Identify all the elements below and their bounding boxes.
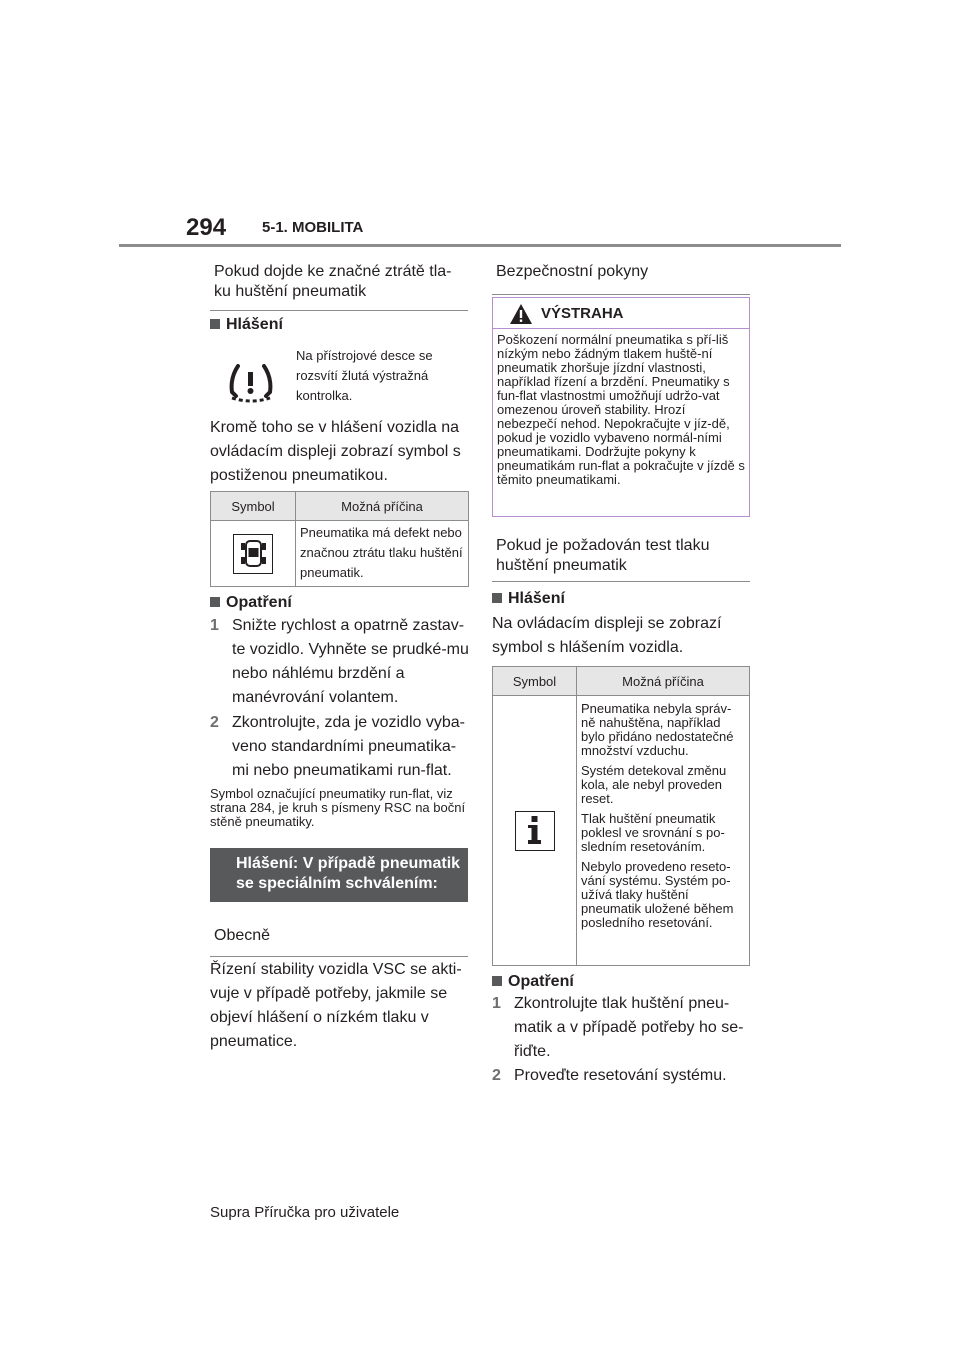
run-flat-note: Symbol označující pneumatiky run-flat, viz strana 284, je kruh s písmeny RSC na boční stěně pneumatiky. [210, 786, 466, 829]
step-text: Snižte rychlost a opatrně zastav-te vozidlo. Vyhněte se prudké-mu nebo náhlému brzdění a manévrování volantem. [232, 617, 469, 706]
symbol-column-header: Symbol [493, 667, 577, 696]
right-step-1 [492, 992, 754, 1064]
opatreni-label: Opatření [508, 973, 574, 990]
opatreni-heading-right [492, 973, 574, 991]
tire-pressure-warning-icon [228, 364, 274, 411]
warning-header [493, 298, 749, 329]
step-number: 1 [492, 995, 501, 1012]
vsc-text: Řízení stability vozidla VSC se akti-vuje v případě potřeby, jakmile se objeví hlášení o nízkém tlaku v pneumatice. [210, 961, 462, 1050]
hlaseni-label: Hlášení [508, 590, 565, 607]
tire-loss-title: Pokud dojde ke značné ztrátě tla-ku huštění pneumatik [210, 254, 468, 311]
pressure-test-title: Pokud je požadován test tlaku huštění pneumatik [492, 534, 750, 582]
right-intro-text: Na ovládacím displeji se zobrazí symbol s hlášením vozidla. [492, 615, 722, 656]
table-row [493, 696, 750, 966]
step-number: 1 [210, 617, 219, 634]
hlaseni-heading-left [210, 316, 283, 334]
bullet-square [210, 319, 220, 329]
special-approval-title [210, 848, 468, 902]
step-text: Zkontrolujte tlak huštění pneu-matik a v případě potřeby ho se-řiďte. [514, 995, 744, 1060]
step-text: Proveďte resetování systému. [514, 1067, 727, 1084]
cause-3: Tlak huštění pneumatik poklesl ve srovnání s po-sledním resetováním. [581, 811, 725, 854]
cause-column-header: Možná příčina [296, 492, 469, 521]
step-number: 2 [492, 1067, 501, 1084]
cause-column-header: Možná příčina [577, 667, 750, 696]
left-symbol-table [210, 491, 469, 587]
warning-text: Poškození normální pneumatika s pří-liš nízkým nebo žádným tlakem huště-ní pneumatik zhoršuje jízdní vlastnosti, například řízení a brzdění. Pneumatiky s fun-flat vlastnostmi umožňují udržo-vat omezenou úroveň stability. Hrozí nebezpečí nehod. Nepokračujte v jíz-dě, pokud je vozidlo vybaveno normál-ními pneumatikami. Dodržujte pokyny k pneumatikám run-flat a pokračujte v jízdě s těmito pneumatikami. [497, 332, 745, 487]
special-approval-text: Hlášení: V případě pneumatik se speciálním schválením: [236, 855, 461, 892]
warning-box [492, 297, 750, 517]
bullet-square [492, 593, 502, 603]
step-number: 2 [210, 714, 219, 731]
page-number: 294 [186, 214, 227, 241]
symbol-column-header: Symbol [211, 492, 296, 521]
table-row [211, 521, 469, 587]
header-divider [119, 244, 841, 247]
left-step-1 [210, 614, 472, 710]
right-step-2 [492, 1064, 754, 1088]
opatreni-heading-left [210, 594, 292, 612]
left-step-2 [210, 711, 472, 783]
warning-label: VÝSTRAHA [541, 305, 624, 322]
hlaseni-heading-right [492, 590, 565, 608]
safety-title: Bezpečnostní pokyny [492, 254, 750, 295]
step-text: Zkontrolujte, zda je vozidlo vyba-veno standardními pneumatika-mi nebo pneumatikami run-flat. [232, 714, 465, 779]
section-title: 5-1. MOBILITA [262, 219, 364, 236]
obecne-title: Obecně [210, 918, 468, 957]
warning-triangle-icon [509, 303, 533, 325]
right-symbol-table [492, 666, 750, 966]
info-icon [515, 811, 555, 851]
cause-1: Pneumatika nebyla správ-ně nahuštěna, například bylo přidáno nedostatečné množství vzduchu. [581, 701, 734, 758]
footer-text: Supra Příručka pro uživatele [210, 1204, 400, 1221]
cause-2: Systém detekoval změnu kola, ale nebyl proveden reset. [581, 763, 727, 806]
cause-4: Nebylo provedeno reseto-vání systému. Systém po-užívá tlaky huštění pneumatik uložené během posledního resetování. [581, 859, 734, 930]
hlaseni-label: Hlášení [226, 316, 283, 333]
opatreni-label: Opatření [226, 594, 292, 611]
cause-cell: Pneumatika má defekt nebo značnou ztrátu tlaku huštění pneumatik. [296, 521, 469, 587]
bullet-square [492, 976, 502, 986]
left-intro-text: Kromě toho se v hlášení vozidla na ovládacím displeji zobrazí symbol s postiženou pneumatikou. [210, 419, 461, 484]
tire-car-icon [233, 534, 273, 574]
warning-lamp-text: Na přístrojové desce se rozsvítí žlutá výstražná kontrolka. [296, 348, 433, 403]
bullet-square [210, 597, 220, 607]
